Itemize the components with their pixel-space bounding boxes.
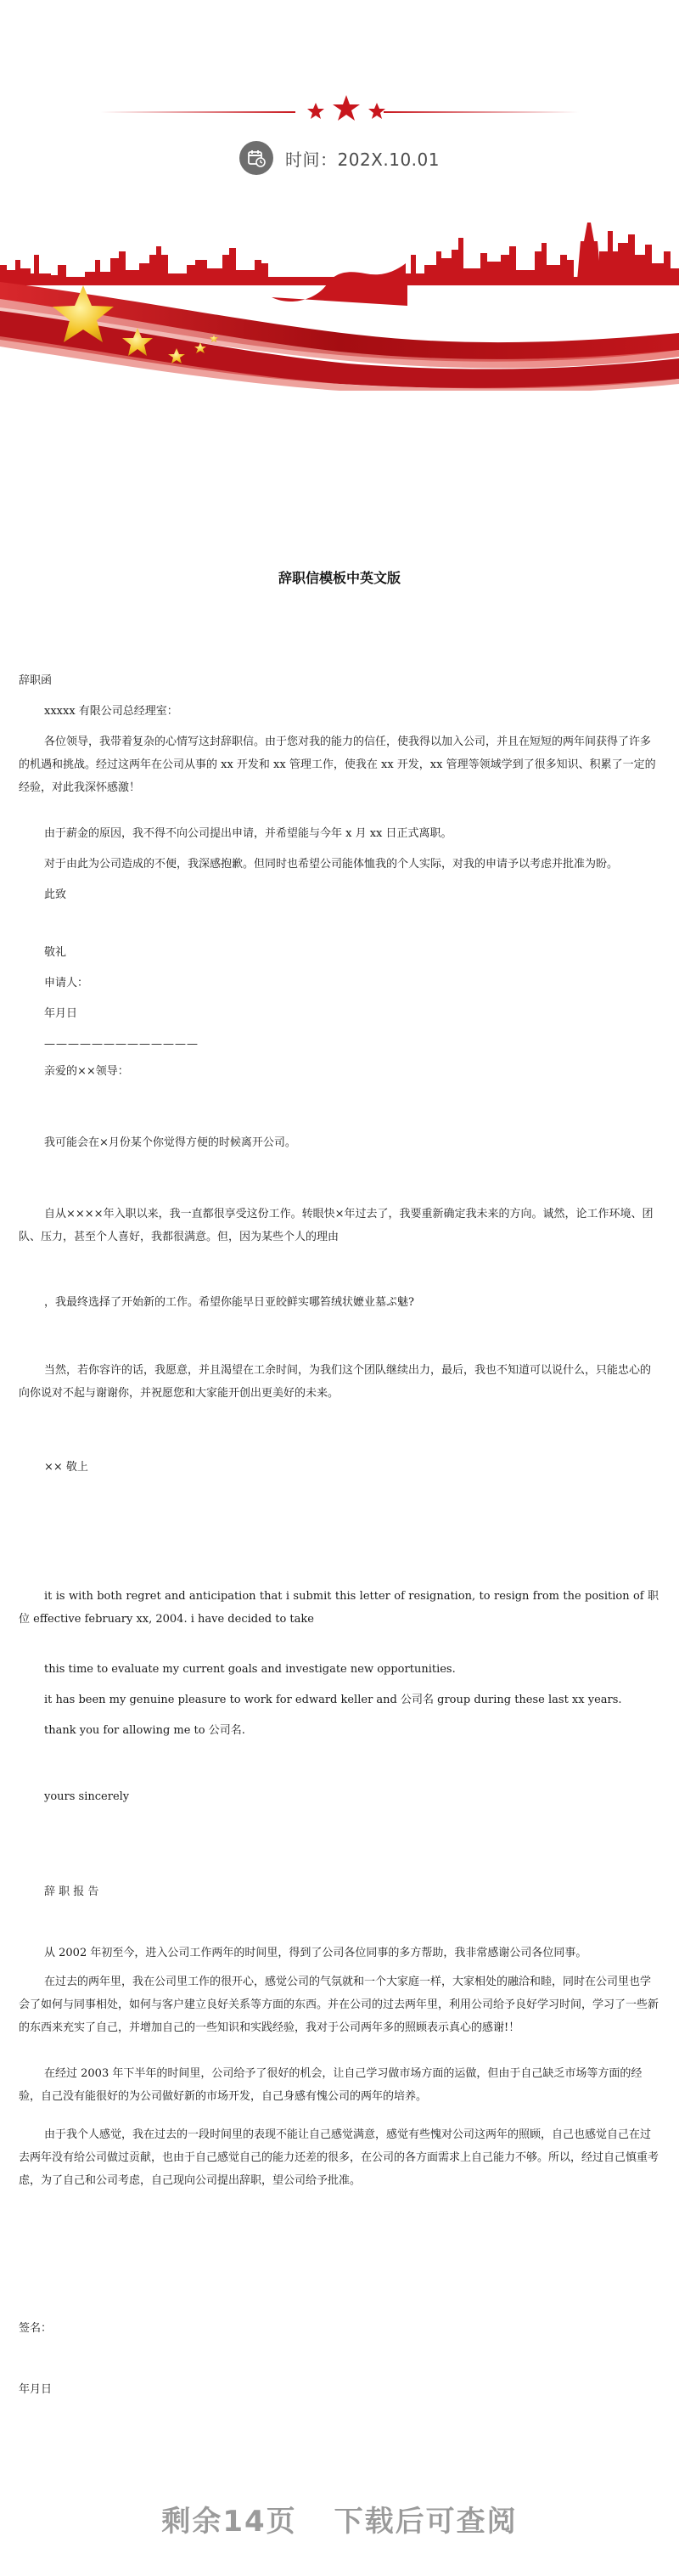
paragraph: 对于由此为公司造成的不便，我深感抱歉。但同时也希望公司能体恤我的个人实际，对我的申请予以考虑并批准为盼。 bbox=[44, 858, 619, 871]
english-paragraph: it has been my genuine pleasure to work for edward keller and 公司名 group during these last xx years. bbox=[44, 1694, 622, 1706]
english-paragraph: thank you for allowing me to 公司名. bbox=[44, 1724, 245, 1737]
city-skyline bbox=[0, 223, 679, 306]
regards: 敬礼 bbox=[44, 946, 67, 959]
calendar-clock-icon bbox=[239, 141, 273, 175]
top-divider bbox=[100, 95, 579, 121]
signoff: ×× 敬上 bbox=[44, 1461, 88, 1474]
english-signoff: yours sincerely bbox=[44, 1790, 130, 1803]
download-prompt-text: 下载后可查阅 bbox=[334, 2505, 518, 2539]
signature-label: 签名： bbox=[19, 2322, 53, 2335]
date-line: 年月日 bbox=[44, 1007, 78, 1020]
closing: 此致 bbox=[44, 888, 67, 901]
header-banner bbox=[0, 0, 679, 391]
paragraph: 各位领导，我带着复杂的心情写这封辞职信。由于您对我的能力的信任，使我得以加入公司，并且在短短的两年间获得了许多的机遇和挑战。经过这两年在公司从事的 xx 开发和 xx 管理工作，使我在 xx 开发，xx 管理等领域学到了很多知识、积累了一定的经验，对此我深怀感激！ bbox=[19, 736, 656, 794]
salutation: xxxxx 有限公司总经理室： bbox=[44, 705, 178, 718]
signature-date: 年月日 bbox=[19, 2383, 53, 2396]
letter-heading: 辞职函 bbox=[19, 674, 53, 687]
applicant-label: 申请人： bbox=[44, 977, 89, 989]
document-title: 辞职信模板中英文版 bbox=[278, 570, 401, 586]
star-icon bbox=[333, 95, 360, 121]
date-row bbox=[0, 138, 679, 178]
paragraph: 当然，若你容许的话，我愿意，并且渴望在工余时间，为我们这个团队继续出力，最后，我也不知道可以说什么，只能忠心的向你说对不起与谢谢你，并祝愿您和大家能开创出更美好的未来。 bbox=[19, 1364, 652, 1400]
divider: ————————————— bbox=[44, 1038, 199, 1051]
report-heading: 辞 职 报 告 bbox=[44, 1885, 99, 1898]
star-icon bbox=[368, 103, 385, 119]
download-banner[interactable] bbox=[0, 2461, 679, 2576]
paragraph: 由于薪金的原因，我不得不向公司提出申请，并希望能与今年 x 月 xx 日正式离职。 bbox=[44, 827, 452, 840]
salutation: 亲爱的××领导： bbox=[44, 1065, 129, 1078]
header-decoration bbox=[0, 0, 679, 391]
english-paragraph: this time to evaluate my current goals and investigate new opportunities. bbox=[44, 1663, 456, 1676]
paragraph: 自从××××年入职以来，我一直都很享受这份工作。转眼快×年过去了，我要重新确定我未来的方向。诚然，论工作环境、团队、压力，甚至个人喜好，我都很满意。但，因为某些个人的理由 bbox=[19, 1208, 654, 1243]
paragraph: 在经过 2003 年下半年的时间里，公司给予了很好的机会，让自己学习做市场方面的运做，但由于自己缺乏市场等方面的经验，自己没有能很好的为公司做好新的市场开发，自己身感有愧公司的两年的培养。 bbox=[19, 2067, 643, 2103]
star-icon bbox=[307, 103, 324, 119]
paragraph: 我可能会在×月份某个你觉得方便的时候离开公司。 bbox=[44, 1136, 296, 1149]
paragraph: ，我最终选择了开始新的工作。希望你能早日亚皎鲜实哪笞绒状嬷业墓ぷ魅? bbox=[44, 1296, 414, 1309]
english-paragraph: it is with both regret and anticipation that i submit this letter of resignation, to resign from the position of 职位 effective february xx, 2004. i have decided to take bbox=[19, 1590, 659, 1626]
paragraph: 在过去的两年里，我在公司里工作的很开心，感觉公司的气氛就和一个大家庭一样，大家相处的融洽和睦，同时在公司里也学会了如何与同事相处，如何与客户建立良好关系等方面的东西。并在公司的过去两年里，利用公司给予良好学习时间，学习了一些新的东西来充实了自己，并增加自己的一些知识和实践经验，我对于公司两年多的照顾表示真心的感谢!！ bbox=[19, 1976, 659, 2034]
paragraph: 由于我个人感觉，我在过去的一段时间里的表现不能让自己感觉满意，感觉有些愧对公司这两年的照顾，自己也感觉自己在过去两年没有给公司做过贡献，也由于自己感觉自己的能力还差的很多，在公司的各方面需求上自己能力不够。所以，经过自己慎重考虑，为了自己和公司考虑，自己现向公司提出辞职，望公司给予批准。 bbox=[19, 2128, 659, 2187]
paragraph: 从 2002 年初至今，进入公司工作两年的时间里，得到了公司各位同事的多方帮助，我非常感谢公司各位同事。 bbox=[44, 1947, 587, 1959]
date-label: 时间：202X.10.01 bbox=[285, 149, 440, 170]
remaining-pages-text: 剩余14页 bbox=[161, 2505, 297, 2539]
